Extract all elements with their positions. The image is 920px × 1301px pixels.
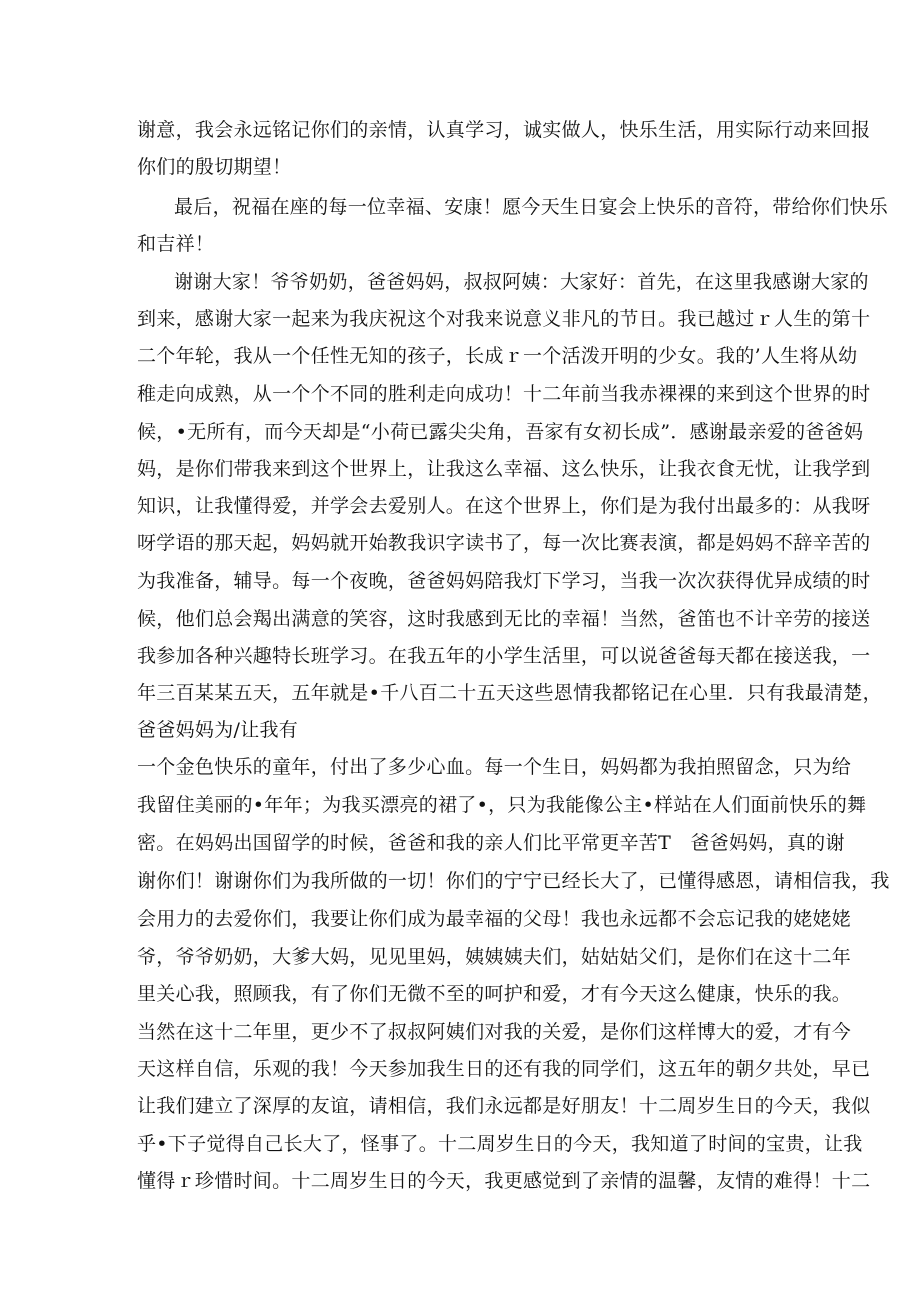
text-line: 为我准备，辅导。每一个夜晚，爸爸妈妈陪我灯下学习，当我一次次获得优异成绩的时: [137, 570, 871, 592]
text-line: 爸爸妈妈为/让我有: [137, 719, 299, 741]
text-line: 呀学语的那天起，妈妈就开始教我识字读书了，每一次比赛表演，都是妈妈不辞辛苦的: [137, 532, 871, 554]
text-line: 爷，爷爷奶奶，大爹大妈，见见里妈，姨姨姨夫们，姑姑姑父们，是你们在这十二年: [137, 946, 852, 968]
text-line: 密。在妈妈出国留学的时候，爸爸和我的亲人们比平常更辛苦T 爸爸妈妈，真的谢: [137, 832, 845, 854]
text-line: 到来，感谢大家一起来为我庆祝这个对我来说意义非凡的节日。我已越过ｒ人生的第十: [137, 308, 871, 330]
text-line: 知识，让我懂得爱，并学会去爱别人。在这个世界上，你们是为我付出最多的：从我呀: [137, 495, 871, 517]
text-line: 乎•下子觉得自己长大了，怪事了。十二周岁生日的今天，我知道了时间的宝贵，让我: [137, 1133, 863, 1155]
text-line: 我参加各种兴趣特长班学习。在我五年的小学生活里，可以说爸爸每天都在接送我，一: [137, 645, 871, 667]
text-line: 候，•无所有，而今天却是“小荷已露尖尖角，吾家有女初长成”．感谢最亲爱的爸爸妈: [137, 421, 864, 443]
text-line: 当然在这十二年里，更少不了叔叔阿姨们对我的关爱，是你们这样博大的爱，才有今: [137, 1021, 852, 1043]
text-line: 最后，祝福在座的每一位幸福、安康！愿今天生日宴会上快乐的音符，带给你们快乐: [174, 196, 889, 218]
text-line: 一个金色快乐的童年，付出了多少心血。每一个生日，妈妈都为我拍照留念，只为给: [137, 756, 852, 778]
text-line: 谢谢大家！爷爷奶奶，爸爸妈妈，叔叔阿姨：大家好：首先，在这里我感谢大家的: [174, 271, 869, 293]
text-line: 会用力的去爱你们，我要让你们成为最幸福的父母！我也永远都不会忘记我的姥姥姥: [137, 908, 852, 930]
text-line: 懂得ｒ珍惜时间。十二周岁生日的今天，我更感觉到了亲情的温馨，友情的难得！十二: [137, 1170, 871, 1192]
text-line: 谢你们！谢谢你们为我所做的一切！你们的宁宁已经长大了，已懂得感恩，请相信我，我: [137, 870, 890, 892]
text-line: 你们的殷切期望！: [137, 156, 292, 178]
text-line: 妈，是你们带我来到这个世界上，让我这么幸福、这么快乐，让我衣食无忧，让我学到: [137, 458, 871, 480]
text-line: 里关心我，照顾我，有了你们无微不至的呵护和爱，才有今天这么健康，快乐的我。: [137, 983, 852, 1005]
text-line: 我留住美丽的•年年；为我买漂亮的裙了•，只为我能像公主•样站在人们面前快乐的舞: [137, 794, 867, 816]
text-line: 让我们建立了深厚的友谊，请相信，我们永远都是好朋友！十二周岁生日的今天，我似: [137, 1095, 871, 1117]
text-line: 二个年轮，我从一个任性无知的孩子，长成ｒ一个活泼开明的少女。我的’人生将从幼: [137, 345, 858, 367]
text-line: 稚走向成熟，从一个个不同的胜利走向成功！十二年前当我赤裸裸的来到这个世界的时: [137, 383, 871, 405]
text-line: 和吉祥！: [137, 233, 215, 255]
text-line: 年三百某某五天，五年就是•千八百二十五天这些恩情我都铭记在心里．只有我最清楚，: [137, 682, 882, 704]
text-line: 谢意，我会永远铭记你们的亲情，认真学习，诚实做人，快乐生活，用实际行动来回报: [137, 119, 871, 141]
text-line: 候，他们总会羯出满意的笑容，这时我感到无比的幸福！当然，爸笛也不计辛劳的接送: [137, 608, 871, 630]
text-line: 天这样自信，乐观的我！今天参加我生日的还有我的同学们，这五年的朝夕共处，早已: [137, 1058, 871, 1080]
